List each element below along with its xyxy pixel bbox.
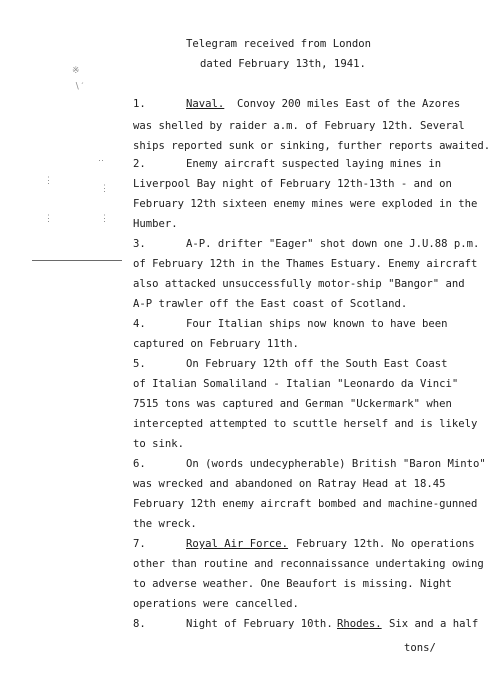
paragraph-text: Humber. <box>133 218 178 230</box>
header-line-1: Telegram received from London <box>186 38 371 50</box>
paragraph-text: the wreck. <box>133 518 197 530</box>
paragraph-number: 3. <box>133 238 146 250</box>
paragraph-text: On (words undecypherable) British "Baron Minto" <box>186 458 486 470</box>
margin-pencil-mark: ⋮ <box>100 214 109 224</box>
paragraph-text: 7515 tons was captured and German "Uckermark" when <box>133 398 452 410</box>
paragraph-text: to sink. <box>133 438 185 450</box>
paragraph-text: A-P. drifter "Eager" shot down one J.U.88 p.m. <box>186 238 480 250</box>
paragraph-text: was shelled by raider a.m. of February 12th. Several <box>133 120 465 132</box>
paragraph-text: ships reported sunk or sinking, further reports awaited. <box>133 140 491 152</box>
margin-pencil-mark: ‥ <box>98 154 105 164</box>
paragraph-text: intercepted attempted to scuttle herself and is likely <box>133 418 478 430</box>
paragraph-text: of February 12th in the Thames Estuary. Enemy aircraft <box>133 258 478 270</box>
paragraph-number: 8. <box>133 618 146 630</box>
paragraph-text: February 12th enemy aircraft bombed and machine-gunned <box>133 498 478 510</box>
catchword: tons/ <box>404 642 436 654</box>
header-line-2: dated February 13th, 1941. <box>200 58 366 70</box>
paragraph-text: A-P trawler off the East coast of Scotland. <box>133 298 408 310</box>
paragraph-number: 5. <box>133 358 146 370</box>
margin-pencil-mark: ⋮ <box>100 184 109 194</box>
paragraph-number: 6. <box>133 458 146 470</box>
section-heading-raf: Royal Air Force. <box>186 538 289 550</box>
margin-pencil-mark: ⋮ <box>44 176 53 186</box>
section-heading-naval: Naval. <box>186 98 225 110</box>
paragraph-text: Six and a half <box>389 618 479 630</box>
paragraph-text: to adverse weather. One Beaufort is missing. Night <box>133 578 452 590</box>
paragraph-text: other than routine and reconnaissance undertaking owing <box>133 558 484 570</box>
paragraph-text: was wrecked and abandoned on Ratray Head at 18.45 <box>133 478 446 490</box>
paragraph-text: Liverpool Bay night of February 12th-13th - and on <box>133 178 452 190</box>
section-heading-rhodes: Rhodes. <box>337 618 382 630</box>
paragraph-text: Enemy aircraft suspected laying mines in <box>186 158 442 170</box>
paragraph-text: February 12th sixteen enemy mines were exploded in the <box>133 198 478 210</box>
margin-rule <box>32 260 122 261</box>
paragraph-text: of Italian Somaliland - Italian "Leonardo da Vinci" <box>133 378 459 390</box>
margin-pencil-mark: ※ <box>72 66 80 76</box>
paragraph-text: February 12th. No operations <box>296 538 475 550</box>
paragraph-text: captured on February 11th. <box>133 338 299 350</box>
paragraph-text: also attacked unsuccessfully motor-ship "Bangor" and <box>133 278 465 290</box>
paragraph-text: operations were cancelled. <box>133 598 299 610</box>
paragraph-number: 2. <box>133 158 146 170</box>
margin-pencil-mark: ⋮ <box>44 214 53 224</box>
paragraph-number: 7. <box>133 538 146 550</box>
paragraph-number: 1. <box>133 98 146 110</box>
paragraph-text: On February 12th off the South East Coast <box>186 358 448 370</box>
paragraph-text: Convoy 200 miles East of the Azores <box>237 98 461 110</box>
margin-pencil-mark: ∖′ <box>74 82 86 92</box>
paragraph-number: 4. <box>133 318 146 330</box>
paragraph-text: Night of February 10th. <box>186 618 333 630</box>
paragraph-text: Four Italian ships now known to have been <box>186 318 448 330</box>
